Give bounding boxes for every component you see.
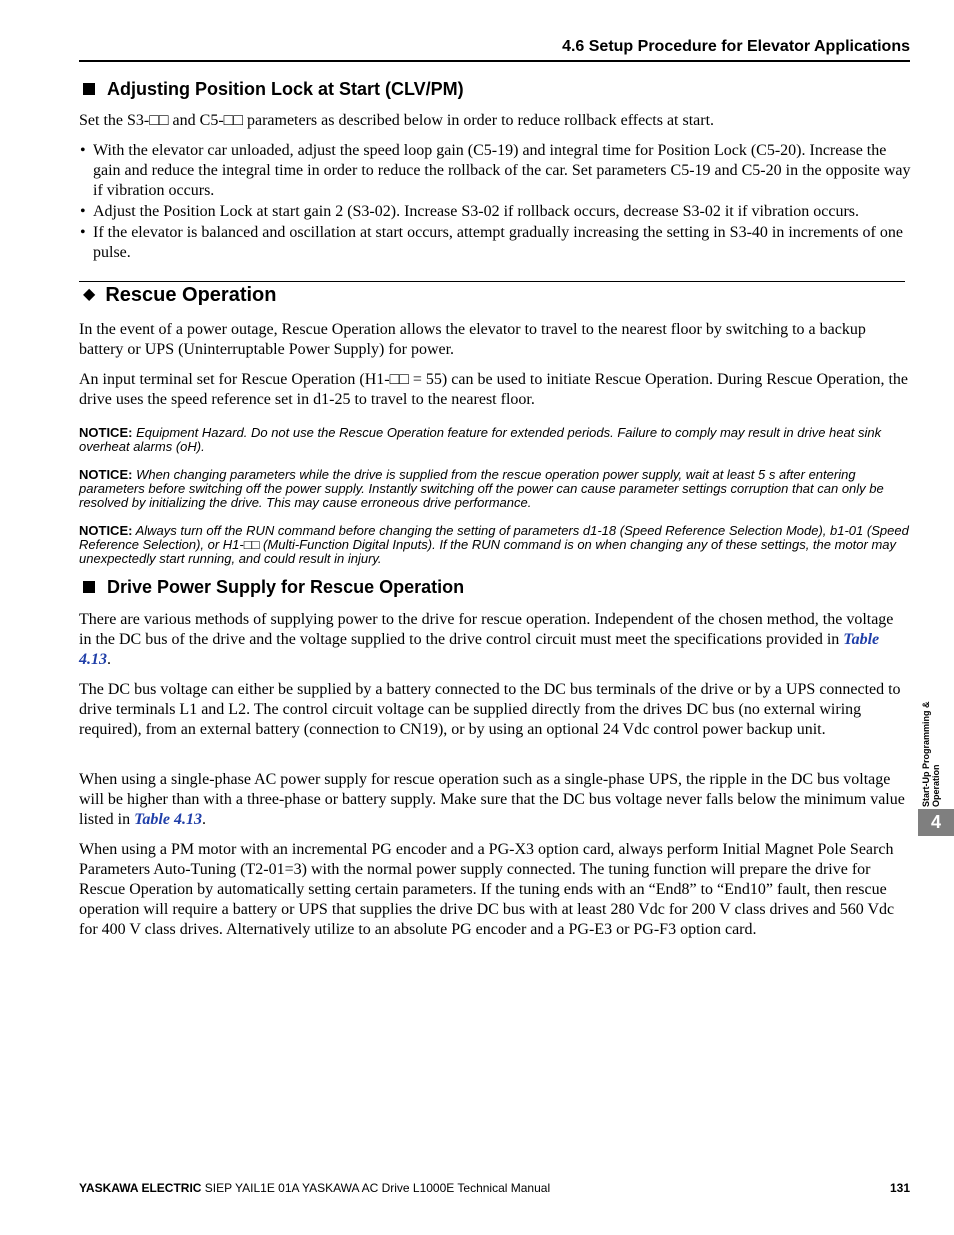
notice-block — [79, 426, 911, 454]
paragraph-text: . — [107, 651, 111, 668]
section-rule — [79, 281, 905, 282]
heading-position-lock — [83, 79, 464, 100]
notice-text: Always turn off the RUN command before changing the setting of parameters d1-18 (Speed Reference Selection Mode), b1-01 (Speed Reference Selection), or H1-□□ (Multi-Function Digital Inputs). If the RUN command is on when changing any of these settings, the motor may unexpectedly start running, and could result in injury. — [79, 523, 909, 566]
notice-block — [79, 524, 911, 566]
notice-label: NOTICE: — [79, 425, 133, 440]
table-4-13-link[interactable]: Table 4.13 — [79, 631, 880, 668]
page-footer — [79, 1181, 910, 1195]
list-item-text: With the elevator car unloaded, adjust the speed loop gain (C5-19) and integral time for Position Lock (C5-20). Increase the gain and reduce the integral time in order to reduce the rollback of the car. Set parameters C5-19 and C5-20 in the opposite way if vibration occurs. — [93, 142, 911, 199]
footer-brand: YASKAWA ELECTRIC — [79, 1181, 202, 1195]
drive-power-paragraph-1 — [79, 610, 909, 670]
notice-block — [79, 468, 911, 510]
table-4-13-link[interactable]: Table 4.13 — [134, 811, 202, 828]
notice-label: NOTICE: — [79, 523, 133, 538]
list-item — [79, 141, 911, 201]
drive-power-paragraph-2: The DC bus voltage can either be supplied by a battery connected to the DC bus terminals of the drive or by a UPS connected to drive terminals L1 and L2. The control circuit voltage can be supplied directly from the drives DC bus (no external wiring required), from an external battery (connection to CN19), or by using an optional 24 Vdc control power backup unit. — [79, 681, 901, 738]
paragraph-text: There are various methods of supplying power to the drive for rescue operation. Independent of the chosen method, the voltage in the DC bus of the drive and the voltage supplied to the drive control circuit must meet the specifications provided in — [79, 611, 894, 648]
list-item — [79, 223, 911, 263]
chapter-tab-label — [921, 701, 941, 807]
position-lock-bullets — [79, 141, 911, 264]
paragraph-text: When using a single-phase AC power supply for rescue operation such as a single-phase UPS, the ripple in the DC bus voltage will be higher than with a three-phase or battery supply. Make sure that the DC bus voltage never falls below the minimum value listed in — [79, 771, 905, 828]
footer-document-title: SIEP YAIL1E 01A YASKAWA AC Drive L1000E Technical Manual — [201, 1181, 551, 1195]
bullet-dot-icon: • — [80, 203, 86, 220]
square-bullet-icon — [83, 581, 95, 593]
square-bullet-icon — [83, 83, 95, 95]
chapter-number-tab: 4 — [918, 809, 954, 836]
notice-text: Equipment Hazard. Do not use the Rescue Operation feature for extended periods. Failure to comply may result in drive heat sink overheat alarms (oH). — [79, 425, 882, 454]
paragraph-text: . — [201, 811, 206, 828]
notice-text: When changing parameters while the drive is supplied from the rescue operation power supply, wait at least 5 s after entering parameters before switching off the power supply. Instantly switching off the power can cause parameter settings corruption that can only be resolved by initializing the drive. This may cause erroneous drive performance. — [79, 467, 884, 510]
rescue-paragraph-1: In the event of a power outage, Rescue Operation allows the elevator to travel to the nearest floor by switching to a backup battery or UPS (Uninterruptable Power Supply) for power. — [79, 321, 866, 358]
list-item — [79, 202, 911, 222]
list-item-text: If the elevator is balanced and oscillation at start occurs, attempt gradually increasing the setting in S3-40 in increments of one pulse. — [93, 224, 903, 261]
chapter-tab-line: Start-Up Programming & — [921, 701, 931, 807]
heading-rescue-operation-text: Rescue Operation — [105, 284, 277, 306]
bullet-dot-icon: • — [80, 224, 86, 241]
heading-position-lock-text: Adjusting Position Lock at Start (CLV/PM) — [107, 79, 464, 99]
heading-drive-power-supply-text: Drive Power Supply for Rescue Operation — [107, 577, 465, 597]
drive-power-paragraph-4: When using a PM motor with an incremental PG encoder and a PG-X3 option card, always perform Initial Magnet Pole Search Parameters Auto-Tuning (T2-01=3) with the normal power supply connected. The tuning function will prepare the drive for Rescue Operation by automatically setting certain parameters. If the tuning ends with an “End8” to “End10” fault, then rescue operation will require a battery or UPS that supplies the drive DC bus with at least 280 Vdc for 200 V class drives and 560 Vdc for 400 V class drives. Alternatively utilize to an absolute PG encoder and a PG-E3 or PG-F3 option card. — [79, 841, 895, 938]
position-lock-intro: Set the S3-□□ and C5-□□ parameters as described below in order to reduce rollback effects at start. — [79, 112, 715, 129]
header-rule — [79, 60, 910, 62]
list-item-text: Adjust the Position Lock at start gain 2 (S3-02). Increase S3-02 if rollback occurs, decrease S3-02 it if vibration occurs. — [93, 203, 860, 220]
notice-label: NOTICE: — [79, 467, 133, 482]
drive-power-paragraph-3 — [79, 770, 909, 830]
heading-drive-power-supply — [83, 577, 464, 598]
rescue-paragraph-2: An input terminal set for Rescue Operation (H1-□□ = 55) can be used to initiate Rescue Operation. During Rescue Operation, the drive uses the speed reference set in d1-25 to travel to the nearest floor. — [79, 371, 908, 408]
running-header: 4.6 Setup Procedure for Elevator Applications — [562, 38, 910, 55]
heading-rescue-operation — [83, 284, 276, 307]
chapter-tab-line: Operation — [931, 764, 941, 807]
page-number: 131 — [889, 1181, 910, 1195]
diamond-bullet-icon: ◆ — [83, 286, 96, 303]
bullet-dot-icon: • — [80, 142, 86, 159]
